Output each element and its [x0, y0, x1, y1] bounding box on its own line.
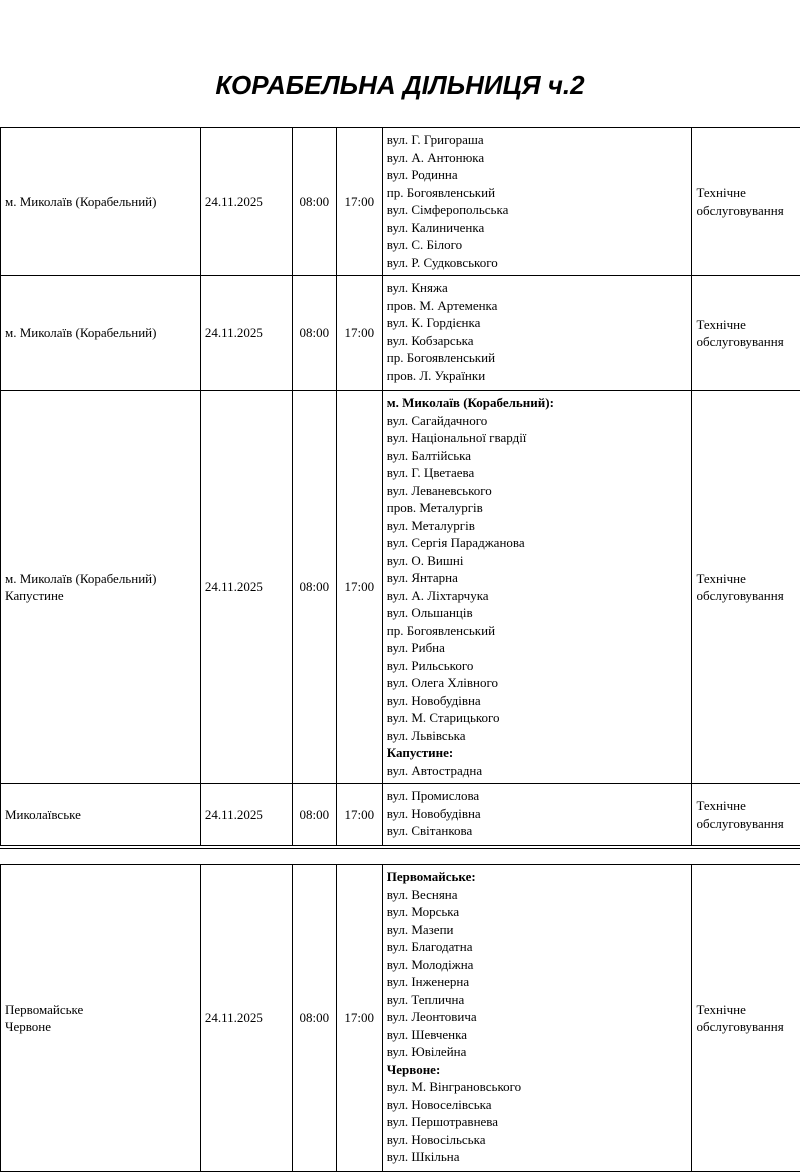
street-name: вул. Ювілейна [386, 1044, 467, 1059]
street-name: вул. Родинна [386, 167, 458, 182]
street-name: пров. М. Артеменка [386, 297, 498, 313]
table-divider-line [0, 848, 800, 849]
locality-name: м. Миколаїв (Корабельний) [5, 325, 157, 341]
work-type-cell [692, 276, 800, 391]
street-name: вул. М. Вінграновського [386, 1079, 522, 1094]
streets-cell [382, 128, 692, 276]
settlement-heading: Капустине: [386, 745, 454, 760]
table-row [1, 276, 800, 391]
street-name: вул. Сергія Параджанова [386, 535, 525, 550]
street-name: вул. Новобудівна [386, 805, 481, 821]
street-name: вул. Світанкова [386, 823, 473, 838]
street-name: вул. Г. Григораша [386, 132, 484, 147]
street-name: вул. Новобудівна [386, 692, 481, 708]
streets-cell [382, 276, 692, 391]
street-name: пр. Богоявленський [386, 184, 496, 200]
street-name: вул. К. Гордієнка [386, 315, 481, 330]
date-cell: 24.11.2025 [200, 784, 292, 846]
street-name: вул. Сагайдачного [386, 412, 488, 428]
streets-cell [382, 784, 692, 846]
street-name: вул. Рибна [386, 640, 445, 655]
street-name: вул. Янтарна [386, 570, 458, 585]
locality-cell [1, 128, 201, 276]
street-name: вул. Новосільська [386, 1131, 486, 1147]
street-name: вул. Рильського [386, 657, 474, 673]
locality-cell [1, 391, 201, 784]
street-name: вул. Олега Хлівного [386, 675, 498, 690]
work-type-cell [692, 391, 800, 784]
start-time-cell: 08:00 [292, 865, 336, 1172]
end-time-cell: 17:00 [336, 391, 382, 784]
table-row [1, 391, 800, 784]
work-type-text: обслуговування [696, 588, 784, 603]
work-type-text: обслуговування [696, 202, 784, 218]
work-type-text: Технічне [696, 570, 746, 586]
table-row [1, 128, 800, 276]
street-name: вул. Молодіжна [386, 956, 474, 972]
locality-cell [1, 784, 201, 846]
street-name: вул. Калиниченка [386, 219, 485, 235]
street-name: вул. Мазепи [386, 921, 454, 937]
street-name: вул. Національної гвардії [386, 430, 527, 445]
street-name: вул. Морська [386, 904, 460, 919]
streets-cell [382, 391, 692, 784]
date-cell: 24.11.2025 [200, 276, 292, 391]
street-name: вул. Кобзарська [386, 332, 474, 348]
table-row [1, 865, 800, 1172]
street-name: вул. Шкільна [386, 1149, 460, 1164]
table-row [1, 784, 800, 846]
work-type-text: Технічне [696, 185, 746, 200]
streets-cell [382, 865, 692, 1172]
street-name: вул. Шевченка [386, 1026, 468, 1042]
locality-name: Миколаївське [5, 806, 81, 822]
start-time-cell: 08:00 [292, 784, 336, 846]
work-type-text: обслуговування [696, 334, 784, 349]
work-type-text: Технічне [696, 316, 746, 332]
street-name: вул. Балтійська [386, 447, 472, 463]
date-cell: 24.11.2025 [200, 128, 292, 276]
start-time-cell: 08:00 [292, 276, 336, 391]
street-name: вул. Новоселівська [386, 1096, 492, 1112]
street-name: вул. Ольшанців [386, 605, 473, 620]
settlement-heading: м. Миколаїв (Корабельний): [386, 395, 554, 410]
street-name: пров. Л. Українки [386, 367, 486, 383]
street-name: вул. Теплична [386, 991, 465, 1007]
work-type-cell [692, 128, 800, 276]
street-name: вул. Леонтовича [386, 1009, 477, 1024]
street-name: вул. Р. Судковського [386, 254, 498, 270]
street-name: вул. Промислова [386, 788, 480, 803]
street-name: вул. Леваневського [386, 482, 492, 498]
street-name: вул. Благодатна [386, 939, 473, 954]
work-type-text: Технічне [696, 1001, 746, 1017]
locality-name: м. Миколаїв (Корабельний) [5, 193, 157, 209]
settlement-heading: Червоне: [386, 1061, 441, 1077]
street-name: вул. А. Антонюка [386, 149, 485, 165]
locality-name: Червоне [5, 1019, 51, 1034]
street-name: вул. Львівська [386, 727, 466, 743]
start-time-cell: 08:00 [292, 391, 336, 784]
work-type-cell [692, 865, 800, 1172]
street-name: вул. Металургів [386, 517, 475, 533]
page-title: КОРАБЕЛЬНА ДІЛЬНИЦЯ ч.2 [215, 70, 585, 100]
street-name: пр. Богоявленський [386, 350, 496, 365]
street-name: вул. С. Білого [386, 237, 463, 252]
street-name: вул. А. Ліхтарчука [386, 587, 489, 603]
outage-table-1 [0, 127, 800, 846]
end-time-cell: 17:00 [336, 865, 382, 1172]
start-time-cell: 08:00 [292, 128, 336, 276]
locality-name: м. Миколаїв (Корабельний) [5, 570, 157, 586]
locality-cell [1, 276, 201, 391]
work-type-cell [692, 784, 800, 846]
street-name: вул. О. Вишні [386, 552, 464, 568]
locality-name: Первомайське [5, 1001, 84, 1017]
street-name: пр. Богоявленський [386, 622, 496, 638]
street-name: вул. Княжа [386, 280, 448, 295]
locality-cell [1, 865, 201, 1172]
street-name: пров. Металургів [386, 500, 483, 515]
street-name: вул. Першотравнева [386, 1114, 499, 1129]
locality-name: Капустине [5, 588, 64, 603]
work-type-text: обслуговування [696, 815, 784, 831]
street-name: вул. Г. Цветаева [386, 465, 475, 480]
date-cell: 24.11.2025 [200, 391, 292, 784]
street-name: вул. Весняна [386, 886, 458, 902]
settlement-heading: Первомайське: [386, 869, 476, 884]
street-name: вул. Автострадна [386, 762, 483, 778]
street-name: вул. Інженерна [386, 974, 470, 989]
work-type-text: Технічне [696, 798, 746, 813]
street-name: вул. Сімферопольська [386, 202, 509, 217]
outage-table-2 [0, 864, 800, 1172]
end-time-cell: 17:00 [336, 276, 382, 391]
work-type-text: обслуговування [696, 1019, 784, 1034]
date-cell: 24.11.2025 [200, 865, 292, 1172]
end-time-cell: 17:00 [336, 128, 382, 276]
end-time-cell: 17:00 [336, 784, 382, 846]
street-name: вул. М. Старицького [386, 710, 500, 725]
